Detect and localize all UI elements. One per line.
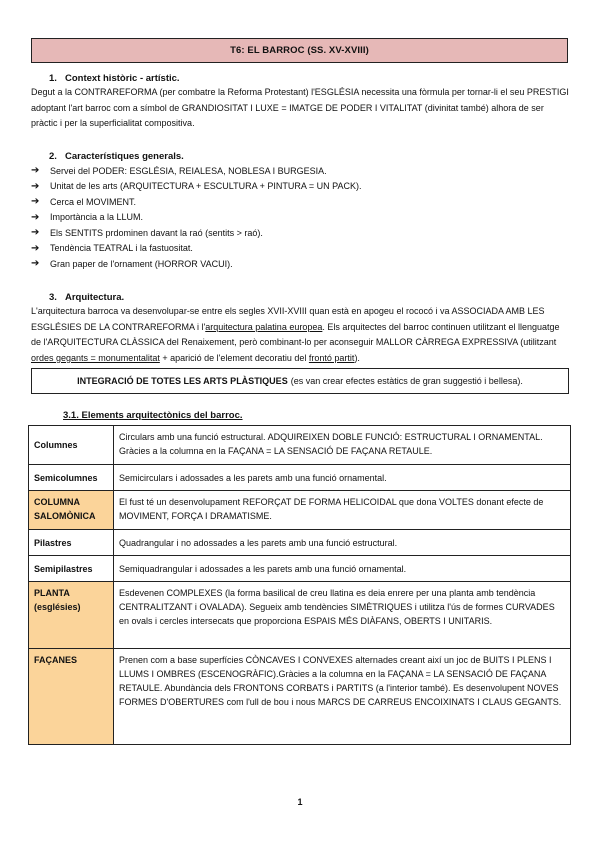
table-desc-cell: Quadrangular i no adossades a les parets amb una funció estructural. [114,530,571,556]
table-term-cell: Columnes [29,426,114,465]
section-3-underline-3: frontó partit [308,352,355,363]
list-item-text: Servei del PODER: ESGLÉSIA, REIALESA, NOBLESA I BURGESIA. [50,165,327,176]
section-1-paragraph: Degut a la CONTRAREFORMA (per combatre la Reforma Protestant) l'ESGLÉSIA necessita una fòrmula per tornar-li el seu PRESTIGI adoptant l'art barroc com a símbol de GRANDIOSITAT I LUXE = IMATGE DE PODER I VITALITAT (divinitat també) alhora de ser pràctic i per la superficialitat compositiva. [31,87,569,129]
list-item [31,210,571,226]
section-3-underline-2: ordes gegants = monumentalitat [31,352,160,363]
list-item-text: Importància a la LLUM. [50,212,144,223]
section-3-text-d: ). [354,352,360,363]
document-title [31,38,568,63]
table-row [29,465,571,491]
table-term-cell-highlighted: PLANTA (esglésies) [29,582,114,649]
right-arrow-icon: ➔ [31,258,40,270]
table-desc-cell: Semicirculars i adossades a les parets amb una funció ornamental. [114,465,571,491]
section-3-heading [49,292,124,303]
right-arrow-icon: ➔ [31,242,40,254]
table-term-cell: Semicolumnes [29,465,114,491]
section-2-title: Característiques generals. [65,151,184,162]
list-item [31,241,571,257]
right-arrow-icon: ➔ [31,165,40,177]
characteristics-list [31,163,571,272]
table-row [29,530,571,556]
section-3-number: 3. [49,292,57,303]
integration-box [31,368,569,394]
list-item [31,194,571,210]
section-3-underline-1: arquitectura palatina europea [205,321,323,332]
document-title-text: T6: EL BARROC (SS. XV-XVIII) [230,45,369,56]
list-item-text: Cerca el MOVIMENT. [50,196,137,207]
table-desc-cell: Prenen com a base superfícies CÒNCAVES I CONVEXES alternades creant així un joc de BUITS I PLENS I LLUMS I OMBRES (ESCENOGRÀFIC).Gràcies a la columna en la FAÇANA = LA SENSACIÓ DE FAÇANA RETAULE. Abundància dels FRONTONS CORBATS i PARTITS (a l'interior també). Es desenvolupent NOVES FORMES D'OBERTURES com l'ull de bou i nous MARCS DE CARREUS ENCOIXINATS I CLAUS GEGANTS. [114,649,571,745]
right-arrow-icon: ➔ [31,180,40,192]
list-item-text: Gran paper de l'ornament (HORROR VACUI). [50,258,233,269]
section-3-text-c: + aparició de l'element decoratiu del [159,352,309,363]
table-desc-cell: Circulars amb una funció estructural. ADQUIREIXEN DOBLE FUNCIÓ: ESTRUCTURAL I ORNAMENTAL. Gràcies a la columna en la FAÇANA = LA SENSACIÓ DE FAÇANA RETAULE. [114,426,571,465]
subsection-heading: 3.1. Elements arquitectònics del barroc. [63,410,243,421]
section-3-paragraph [31,304,571,366]
list-item [31,225,571,241]
elements-table [28,425,571,745]
table-desc-cell: El fust té un desenvolupament REFORÇAT DE FORMA HELICOIDAL que dona VOLTES donant efecte de MOVIMENT, FORÇA I DRAMATISME. [114,491,571,530]
page-number: 1 [297,797,303,807]
table-term-cell-highlighted: FAÇANES [29,649,114,745]
right-arrow-icon: ➔ [31,211,40,223]
list-item-text: Els SENTITS prdominen davant la raó (sentits > raó). [50,227,263,238]
integration-text: (es van crear efectes estàtics de gran suggestió i bellesa). [290,376,523,386]
table-term-cell: Pilastres [29,530,114,556]
table-row [29,556,571,582]
table-row [29,649,571,745]
list-item-text: Unitat de les arts (ARQUITECTURA + ESCULTURA + PINTURA = UN PACK). [50,181,362,192]
list-item [31,163,571,179]
table-row [29,426,571,465]
section-1-heading [49,73,180,84]
table-term-cell-highlighted: COLUMNA SALOMÒNICA [29,491,114,530]
right-arrow-icon: ➔ [31,196,40,208]
section-1-title: Context històric - artístic. [65,73,180,84]
section-3-title: Arquitectura. [65,292,125,303]
list-item-text: Tendència TEATRAL i la fastuositat. [50,243,193,254]
section-2-number: 2. [49,151,57,162]
table-row [29,582,571,649]
section-3-text-a: L'arquitectura barroca va desenvolupar-se entre els segles XVII-XVIII quan està en apogeu el rococó i va ASSOCIADA AMB LES ESGLÉSIES DE LA CONTRAREFORMA i l' [31,306,545,332]
integration-bold-text: INTEGRACIÓ DE TOTES LES ARTS PLÀSTIQUES [77,376,288,386]
list-item [31,256,571,272]
section-1-number: 1. [49,73,57,84]
section-3-text-b: . Els arquitectes del barroc continuen utilitzant el llenguatge de l'ARQUITECTURA CLÀSSICA del Renaixement, però combinant-lo per aconseguir MALLOR CÀRREGA EXPRESSIVA (utilitzant [31,321,560,348]
table-row [29,491,571,530]
table-term-cell: Semipilastres [29,556,114,582]
right-arrow-icon: ➔ [31,227,40,239]
table-desc-cell: Esdevenen COMPLEXES (la forma basilical de creu llatina es deia enrere per una planta amb tendència CENTRALITZANT i OVALADA). Segueix amb tendències SIMÈTRIQUES i utilitza l'ús de formes CURVADES en ovals i cercles intersecats que proporciona ESPAIS MÉS DIÀFANS, OBERTS I UNITARIS. [114,582,571,649]
section-2-heading [49,151,184,162]
table-desc-cell: Semiquadrangular i adossades a les parets amb una funció ornamental. [114,556,571,582]
list-item [31,179,571,195]
